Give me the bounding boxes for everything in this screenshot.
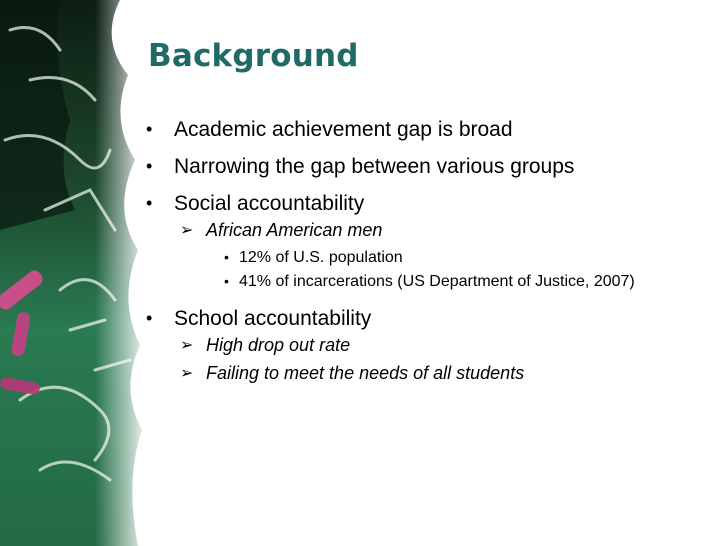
arrow-bullet-icon: ➢ [180, 365, 194, 382]
chalkboard-decoration [0, 0, 153, 546]
slide-title: Background [148, 38, 359, 74]
bullet-text: Narrowing the gap between various groups [174, 155, 575, 178]
bullet-icon: • [224, 273, 229, 289]
subsub-bullet-item [144, 247, 714, 268]
sub-bullet-item [144, 361, 714, 386]
bullet-item [144, 115, 714, 144]
bullet-item [144, 189, 714, 218]
subsub-bullet-text: 12% of U.S. population [239, 249, 403, 266]
sub-bullet-item [144, 218, 714, 243]
bullet-icon: • [146, 156, 153, 176]
bullet-item [144, 304, 714, 333]
sub-bullet-item [144, 333, 714, 358]
sub-bullet-text: Failing to meet the needs of all students [206, 363, 525, 383]
subsub-bullet-item [144, 271, 714, 292]
bullet-text: Academic achievement gap is broad [174, 118, 513, 141]
sub-bullet-text: High drop out rate [206, 335, 351, 355]
bullet-text: Social accountability [174, 192, 365, 215]
bullet-icon: • [146, 308, 153, 328]
arrow-bullet-icon: ➢ [180, 337, 194, 354]
bullet-icon: • [146, 193, 153, 213]
subsub-bullet-text: 41% of incarcerations (US Department of Justice, 2007) [239, 273, 635, 290]
arrow-bullet-icon: ➢ [180, 222, 194, 239]
slide-content [144, 115, 714, 386]
bullet-icon: • [224, 249, 229, 265]
bullet-text: School accountability [174, 307, 372, 330]
bullet-item [144, 152, 714, 181]
sub-bullet-text: African American men [206, 220, 383, 240]
bullet-icon: • [146, 119, 153, 139]
